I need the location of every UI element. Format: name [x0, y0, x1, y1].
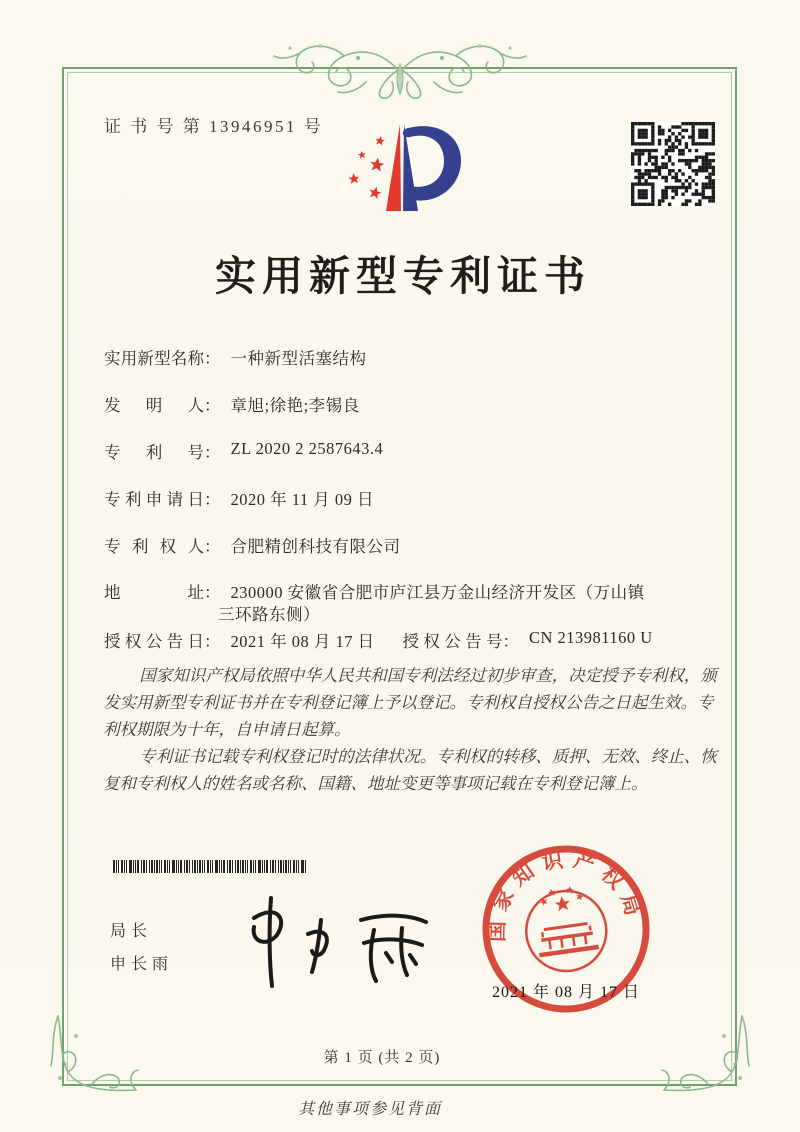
field-colon: ：	[204, 583, 221, 602]
field-label: 地址	[104, 583, 204, 602]
director-signature-icon	[226, 890, 436, 990]
paragraph: 专利证书记载专利权登记时的法律状况。专利权的转移、质押、无效、终止、恢复和专利权人的姓名或名称、国籍、地址变更等事项记载在专利登记簿上。	[103, 747, 717, 793]
field-value: 230000 安徽省合肥市庐江县万金山经济开发区（万山镇	[230, 583, 645, 602]
field-label: 专利权人	[104, 537, 204, 556]
legal-paragraphs	[103, 662, 719, 797]
field-colon: ：	[204, 443, 221, 462]
back-note: 其他事项参见背面	[297, 1101, 442, 1118]
field-value: CN 213981160 U	[529, 628, 653, 647]
field-value: 一种新型活塞结构	[230, 349, 367, 368]
cnipa-logo-icon	[336, 112, 468, 214]
field-patentee	[104, 533, 401, 557]
field-value: 2021 年 08 月 17 日	[230, 632, 375, 651]
field-label: 授权公告号	[402, 632, 503, 651]
field-grant	[104, 628, 653, 652]
seal-date: 2021 年 08 月 17 日	[491, 984, 640, 1001]
certificate-title: 实用新型专利证书	[215, 253, 591, 299]
field-value: 合肥精创科技有限公司	[230, 537, 401, 556]
certificate-number: 证 书 号 第 13946951 号	[104, 117, 324, 136]
paragraph: 国家知识产权局依照中华人民共和国专利法经过初步审查，决定授予专利权，颁发实用新型专利证书并在专利登记簿上予以登记。专利权自授权公告之日起生效。专利权期限为十年，自申请日起算。	[103, 666, 717, 739]
field-colon: ：	[204, 396, 221, 415]
field-colon: ：	[204, 537, 221, 556]
field-label: 实用新型名称	[104, 349, 204, 368]
field-colon: ：	[204, 632, 221, 651]
field-label: 发明人	[104, 396, 204, 415]
field-colon: ：	[204, 490, 221, 509]
svg-text:国家知识产权局	[478, 841, 648, 946]
field-inventors	[104, 392, 360, 416]
field-address	[104, 579, 645, 603]
signer-title: 局长	[110, 923, 153, 940]
field-value: ZL 2020 2 2587643.4	[230, 439, 384, 458]
page-number: 第 1 页 (共 2 页)	[323, 1050, 441, 1066]
field-label: 授权公告日	[104, 632, 204, 651]
field-patent-number	[104, 439, 383, 463]
field-address-line2: 三环路东侧）	[218, 605, 320, 624]
barcode	[113, 860, 309, 873]
field-label: 专利号	[104, 443, 204, 462]
signer-name: 申长雨	[110, 956, 174, 973]
seal-org-text: 国家知识产权局	[484, 846, 648, 943]
field-value: 章旭;徐艳;李锡良	[230, 396, 360, 415]
field-filing-date	[104, 486, 374, 510]
field-colon: ：	[502, 632, 519, 651]
field-utility-model-name	[104, 345, 367, 369]
field-value: 2020 年 11 月 09 日	[230, 490, 375, 509]
field-label: 专利申请日	[104, 490, 204, 509]
qr-code	[631, 122, 715, 206]
field-colon: ：	[204, 349, 221, 368]
